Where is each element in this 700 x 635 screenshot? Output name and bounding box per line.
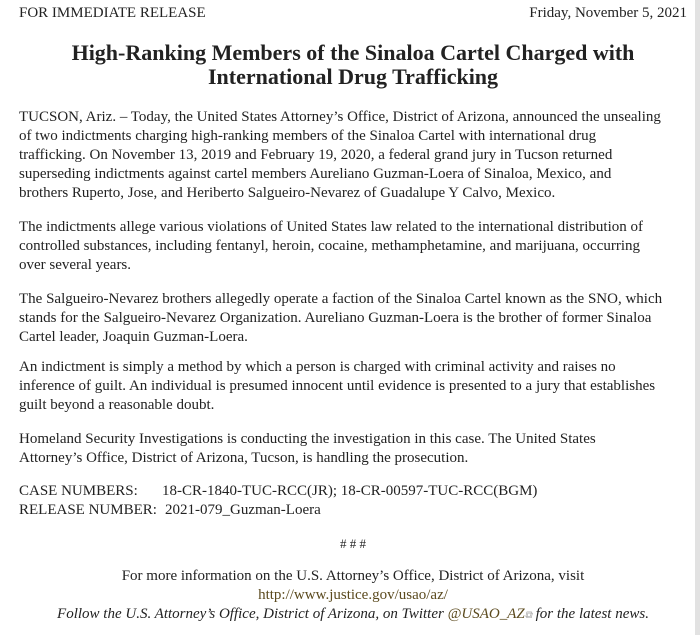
- footer-info: For more information on the U.S. Attorney’s Office, District of Arizona, visit: [121, 568, 585, 584]
- text-line: The Salgueiro-Nevarez brothers allegedly operate a faction of the Sinaloa Cartel known as the SNO, which: [19, 291, 663, 307]
- text-line: brothers Ruperto, Jose, and Heriberto Salgueiro-Nevarez of Guadalupe Y Calvo, Mexico.: [19, 185, 556, 201]
- footer: [19, 567, 687, 625]
- paragraph-presumption: [19, 358, 687, 415]
- text-line: inference of guilt. An individual is presumed innocent until evidence is presented to a jury that establishes: [19, 378, 656, 394]
- text-line: Cartel leader, Joaquin Guzman-Loera.: [19, 329, 248, 345]
- text-line: Attorney’s Office, District of Arizona, Tucson, is handling the prosecution.: [19, 450, 469, 466]
- release-type: FOR IMMEDIATE RELEASE: [19, 5, 206, 21]
- text-line: TUCSON, Ariz. – Today, the United States Attorney’s Office, District of Arizona, announced the unsealing: [19, 109, 661, 125]
- external-link-icon: ⧉: [524, 610, 532, 621]
- release-date: Friday, November 5, 2021: [529, 5, 687, 21]
- text-line: of two indictments charging high-ranking members of the Sinaloa Cartel with international drug: [19, 128, 597, 144]
- follow-suffix: for the latest news.: [531, 606, 649, 622]
- release-number-label: RELEASE NUMBER:: [19, 502, 157, 518]
- release-number-row: [19, 501, 537, 520]
- twitter-link[interactable]: [448, 606, 525, 622]
- release-number-value: 2021-079_Guzman-Loera: [165, 502, 321, 518]
- scrollbar[interactable]: [695, 0, 700, 635]
- text-line: An indictment is simply a method by which a person is charged with criminal activity and raises no: [19, 359, 616, 375]
- case-numbers-row: [19, 482, 537, 501]
- page-title: [19, 41, 687, 89]
- text-line: Homeland Security Investigations is conducting the investigation in this case. The United States: [19, 431, 596, 447]
- paragraph-allegations: [19, 218, 687, 275]
- text-line: superseding indictments against cartel members Aureliano Guzman-Loera of Sinaloa, Mexico, and: [19, 166, 612, 182]
- title-line: International Drug Trafficking: [207, 64, 499, 89]
- paragraph-intro: [19, 108, 687, 203]
- text-line: stands for the Salgueiro-Nevarez Organization. Aureliano Guzman-Loera is the brother of former Sinaloa: [19, 310, 652, 326]
- usao-az-link[interactable]: http://www.justice.gov/usao/az/: [258, 587, 448, 603]
- text-line: trafficking. On November 13, 2019 and February 19, 2020, a federal grand jury in Tucson returned: [19, 147, 613, 163]
- case-numbers-value: 18-CR-1840-TUC-RCC(JR); 18-CR-00597-TUC-RCC(BGM): [162, 483, 538, 499]
- text-line: guilt beyond a reasonable doubt.: [19, 397, 215, 413]
- title-line: High-Ranking Members of the Sinaloa Cartel Charged with: [71, 40, 635, 65]
- text-line: over several years.: [19, 257, 132, 273]
- case-numbers-label: CASE NUMBERS:: [19, 483, 138, 499]
- paragraph-investigation: [19, 430, 687, 468]
- paragraph-sno: [19, 290, 687, 347]
- twitter-handle: @USAO_AZ: [447, 606, 525, 622]
- follow-text: Follow the U.S. Attorney’s Office, District of Arizona, on Twitter: [57, 606, 448, 622]
- text-line: controlled substances, including fentanyl, heroin, cocaine, methamphetamine, and marijuana, occurring: [19, 238, 641, 254]
- text-line: The indictments allege various violations of United States law related to the international distribution of: [19, 219, 644, 235]
- separator: # # #: [340, 536, 366, 551]
- case-info: [19, 482, 537, 520]
